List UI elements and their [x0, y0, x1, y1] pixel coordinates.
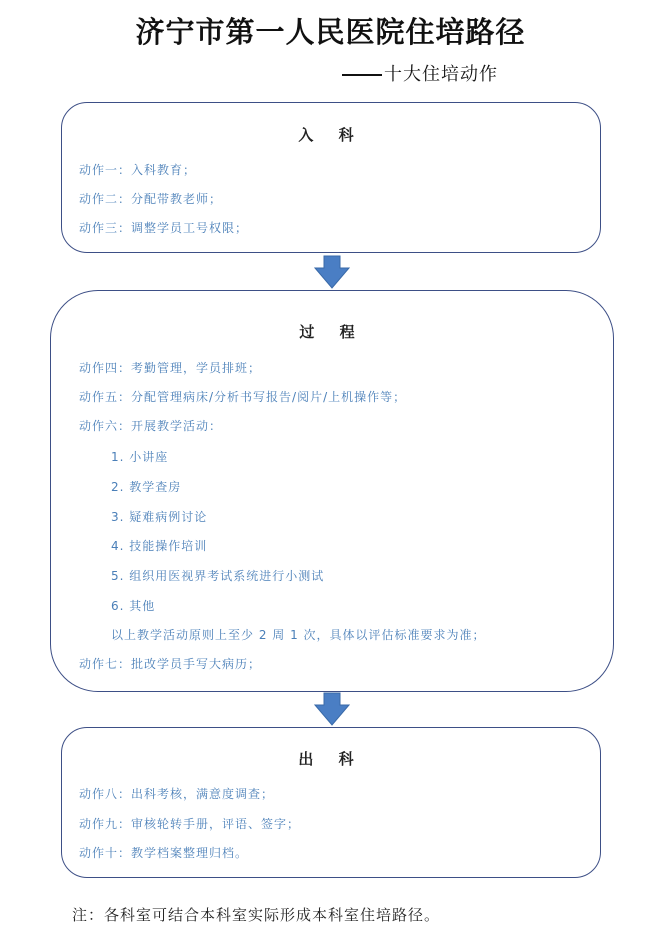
- down-arrow-icon: [314, 692, 350, 726]
- section-admission-box: [61, 102, 601, 253]
- action-item: 动作五：分配管理病床/分析书写报告/阅片/上机操作等；: [79, 390, 407, 404]
- action-item: 动作一：入科教育；: [79, 163, 197, 177]
- action-item: 动作八：出科考核，满意度调查；: [79, 787, 275, 801]
- down-arrow-icon: [314, 255, 350, 289]
- footnote: 注：各科室可结合本科室实际形成本科室住培路径。: [72, 906, 441, 924]
- action-item: 动作九：审核轮转手册，评语、签字；: [79, 817, 301, 831]
- action-item: 动作三：调整学员工号权限；: [79, 221, 249, 235]
- action-item: 动作二：分配带教老师；: [79, 192, 223, 206]
- action-item: 动作六：开展教学活动：: [79, 419, 223, 433]
- section-heading: 入 科: [298, 126, 364, 144]
- action-item: 动作十：教学档案整理归档。: [79, 846, 249, 860]
- activity-list-item: 1. 小讲座: [111, 450, 169, 464]
- subtitle-text: 十大住培动作: [384, 64, 498, 85]
- action-item: 动作七：批改学员手写大病历；: [79, 657, 262, 671]
- activity-frequency-note: 以上教学活动原则上至少 2 周 1 次，具体以评估标准要求为准；: [111, 628, 486, 642]
- activity-list-item: 4. 技能操作培训: [111, 539, 208, 553]
- action-item: 动作四：考勤管理，学员排班；: [79, 361, 262, 375]
- section-process-box: [50, 290, 614, 692]
- section-heading: 出 科: [298, 750, 364, 768]
- activity-list-item: 2. 教学查房: [111, 480, 182, 494]
- section-heading: 过 程: [299, 323, 365, 341]
- em-dash-line: [342, 74, 382, 76]
- page-subtitle: [342, 60, 498, 86]
- activity-list-item: 6. 其他: [111, 599, 156, 613]
- page-title: 济宁市第一人民医院住培路径: [135, 15, 526, 49]
- activity-list-item: 5. 组织用医视界考试系统进行小测试: [111, 569, 325, 583]
- section-discharge-box: [61, 727, 601, 878]
- activity-list-item: 3. 疑难病例讨论: [111, 510, 208, 524]
